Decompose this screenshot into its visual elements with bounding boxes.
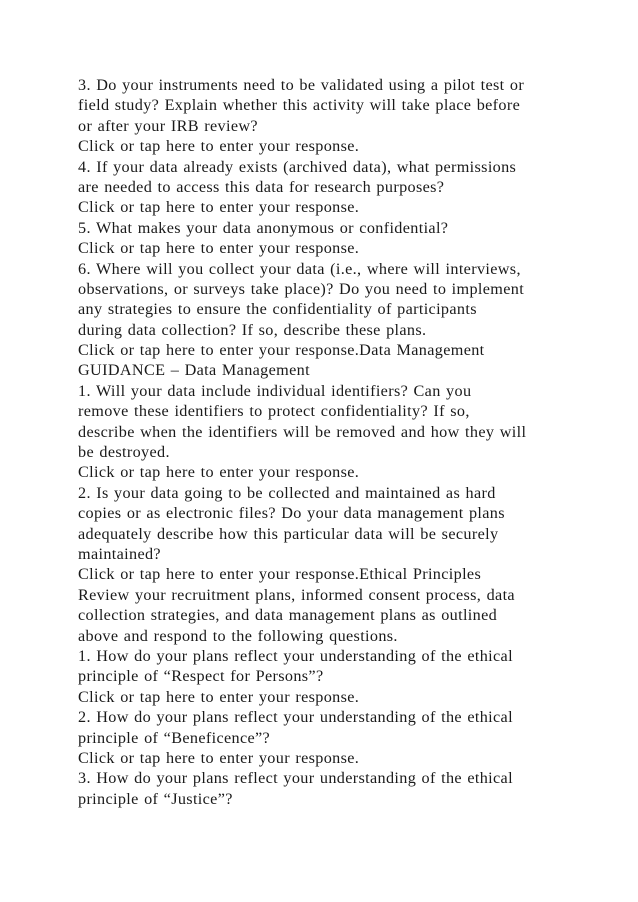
question-3-line-1: 3. Do your instruments need to be validated using a pilot test or [78, 76, 525, 94]
document-body [78, 75, 568, 809]
section-heading-data-management: GUIDANCE – Data Management [78, 361, 310, 380]
dm-question-2-line-2: copies or as electronic files? Do your data management plans [78, 504, 505, 523]
question-3-line-2: field study? Explain whether this activity will take place before [78, 96, 521, 115]
ethics-question-3-line-2: principle of “Justice”? [78, 789, 233, 808]
response-placeholder-5[interactable]: Click or tap here to enter your response. [78, 239, 360, 258]
dm-question-1-line-1: 1. Will your data include individual identifiers? Can you [78, 381, 472, 400]
question-6-line-2: observations, or surveys take place)? Do you need to implement [78, 279, 525, 298]
dm-question-2-line-1: 2. Is your data going to be collected and maintained as hard [78, 483, 496, 502]
question-4-line-2: are needed to access this data for research purposes? [78, 177, 445, 196]
response-placeholder-3[interactable]: Click or tap here to enter your response. [78, 137, 360, 156]
response-placeholder-4[interactable]: Click or tap here to enter your response. [78, 198, 360, 217]
ethics-question-2-line-2: principle of “Beneficence”? [78, 728, 271, 747]
dm-question-1-line-4: be destroyed. [78, 443, 170, 462]
response-placeholder-dm-2[interactable]: Click or tap here to enter your response.Ethical Principles [78, 565, 482, 584]
response-placeholder-6[interactable]: Click or tap here to enter your response.Data Management [78, 341, 485, 360]
dm-question-1-line-3: describe when the identifiers will be removed and how they will [78, 422, 527, 441]
ethics-question-2-line-1: 2. How do your plans reflect your understanding of the ethical [78, 708, 513, 727]
dm-question-1-line-2: remove these identifiers to protect confidentiality? If so, [78, 402, 470, 421]
response-placeholder-ethics-2[interactable]: Click or tap here to enter your response. [78, 748, 360, 767]
ethics-intro-line-1: Review your recruitment plans, informed consent process, data [78, 585, 515, 604]
question-6-line-4: during data collection? If so, describe these plans. [78, 320, 427, 339]
ethics-question-1-line-1: 1. How do your plans reflect your understanding of the ethical [78, 646, 513, 665]
question-6-line-3: any strategies to ensure the confidentiality of participants [78, 300, 477, 319]
question-5-line-1: 5. What makes your data anonymous or confidential? [78, 218, 449, 237]
ethics-question-3-line-1: 3. How do your plans reflect your understanding of the ethical [78, 769, 513, 788]
dm-question-2-line-4: maintained? [78, 544, 161, 563]
response-placeholder-ethics-1[interactable]: Click or tap here to enter your response. [78, 687, 360, 706]
question-6-line-1: 6. Where will you collect your data (i.e., where will interviews, [78, 259, 521, 278]
question-4-line-1: 4. If your data already exists (archived data), what permissions [78, 157, 517, 176]
question-3-line-3: or after your IRB review? [78, 116, 258, 135]
ethics-intro-line-2: collection strategies, and data management plans as outlined [78, 606, 498, 625]
ethics-intro-line-3: above and respond to the following questions. [78, 626, 398, 645]
response-placeholder-dm-1[interactable]: Click or tap here to enter your response. [78, 463, 360, 482]
dm-question-2-line-3: adequately describe how this particular data will be securely [78, 524, 499, 543]
ethics-question-1-line-2: principle of “Respect for Persons”? [78, 667, 324, 686]
